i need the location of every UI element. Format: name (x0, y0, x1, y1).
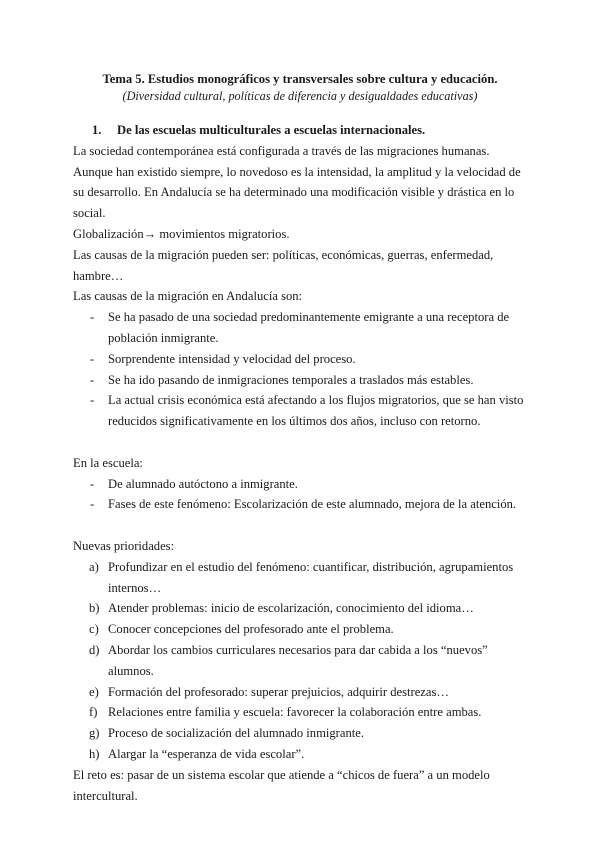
list-item (73, 390, 531, 432)
list-item-text: Se ha ido pasando de inmigraciones temporales a traslados más estables. (108, 372, 474, 387)
list-item (73, 619, 531, 640)
paragraph: Globalización→ movimientos migratorios. (73, 226, 290, 241)
list-item-text: Sorprendente intensidad y velocidad del proceso. (108, 351, 356, 366)
list-item (73, 723, 531, 744)
list-marker: c) (89, 622, 99, 637)
list-item-text: Atender problemas: inicio de escolarización, conocimiento del idioma… (108, 601, 474, 616)
list-marker: f) (89, 705, 98, 720)
list-item-text: Se ha pasado de una sociedad predominantemente emigrante a una receptora de población inmigrante. (108, 310, 510, 345)
list-item (73, 370, 531, 391)
list-item-text: Proceso de socialización del alumnado inmigrante. (108, 726, 364, 741)
list-marker: - (90, 497, 95, 512)
document-body (73, 120, 531, 806)
list-marker: a) (89, 559, 99, 574)
list-item (73, 557, 531, 599)
list-item-text: Alargar la “esperanza de vida escolar”. (108, 746, 305, 761)
section-heading (92, 120, 531, 141)
list-marker: d) (89, 642, 100, 657)
priorities-list (73, 557, 531, 765)
list-item-text: Profundizar en el estudio del fenómeno: cuantificar, distribución, agrupamientos internos… (108, 559, 514, 595)
list-marker: e) (89, 684, 99, 699)
list-marker: - (90, 372, 95, 387)
paragraph: Las causas de la migración pueden ser: políticas, económicas, guerras, enfermedad, hambre… (73, 247, 494, 283)
list-marker: - (90, 476, 95, 491)
list-item (73, 702, 531, 723)
blank-line (73, 432, 531, 453)
list-item-text: La actual crisis económica está afectando a los flujos migratorios, que se han visto reducidos significativamente en los últimos dos años, incluso con retorno. (108, 393, 524, 429)
paragraph: Las causas de la migración en Andalucía son: (73, 289, 303, 304)
school-list (73, 474, 531, 516)
list-item-text: Conocer concepciones del profesorado ante el problema. (108, 622, 394, 637)
list-item (73, 349, 531, 370)
document-title: Tema 5. Estudios monográficos y transversales sobre cultura y educación. (102, 72, 498, 86)
list-item (73, 744, 531, 765)
list-item-text: De alumnado autóctono a inmigrante. (108, 476, 298, 491)
list-item (73, 640, 531, 682)
section-heading-text: De las escuelas multiculturales a escuelas internacionales. (117, 123, 426, 137)
list-item (73, 598, 531, 619)
priorities-label: Nuevas prioridades: (73, 538, 175, 553)
list-item-text: Relaciones entre familia y escuela: favorecer la colaboración entre ambas. (108, 705, 482, 720)
list-item (73, 682, 531, 703)
list-marker: - (90, 393, 95, 408)
list-item (73, 494, 531, 515)
school-label: En la escuela: (73, 455, 143, 470)
list-marker: - (90, 310, 95, 325)
section-number: 1. (92, 123, 102, 137)
document-subtitle: (Diversidad cultural, políticas de diferencia y desigualdades educativas) (122, 89, 478, 103)
paragraph: La sociedad contemporánea está configurada a través de las migraciones humanas. Aunque han existido siempre, lo novedoso es la intensidad, la amplitud y la velocidad de su desarrollo. En Andalucía se ha determinado una modificación visible y drástica en lo social. (73, 143, 521, 221)
list-marker: h) (89, 746, 100, 761)
list-item-text: Abordar los cambios curriculares necesarios para dar cabida a los “nuevos” alumnos. (108, 642, 488, 678)
list-item (73, 307, 531, 349)
list-marker: - (90, 351, 95, 366)
andalucia-causes-list (73, 307, 531, 432)
list-item-text: Formación del profesorado: superar prejuicios, adquirir destrezas… (108, 684, 449, 699)
list-item (73, 474, 531, 495)
blank-line (73, 515, 531, 536)
closing-paragraph: El reto es: pasar de un sistema escolar que atiende a “chicos de fuera” a un modelo intercultural. (73, 767, 490, 803)
list-marker: g) (89, 726, 100, 741)
list-item-text: Fases de este fenómeno: Escolarización de este alumnado, mejora de la atención. (108, 497, 517, 512)
list-marker: b) (89, 601, 100, 616)
